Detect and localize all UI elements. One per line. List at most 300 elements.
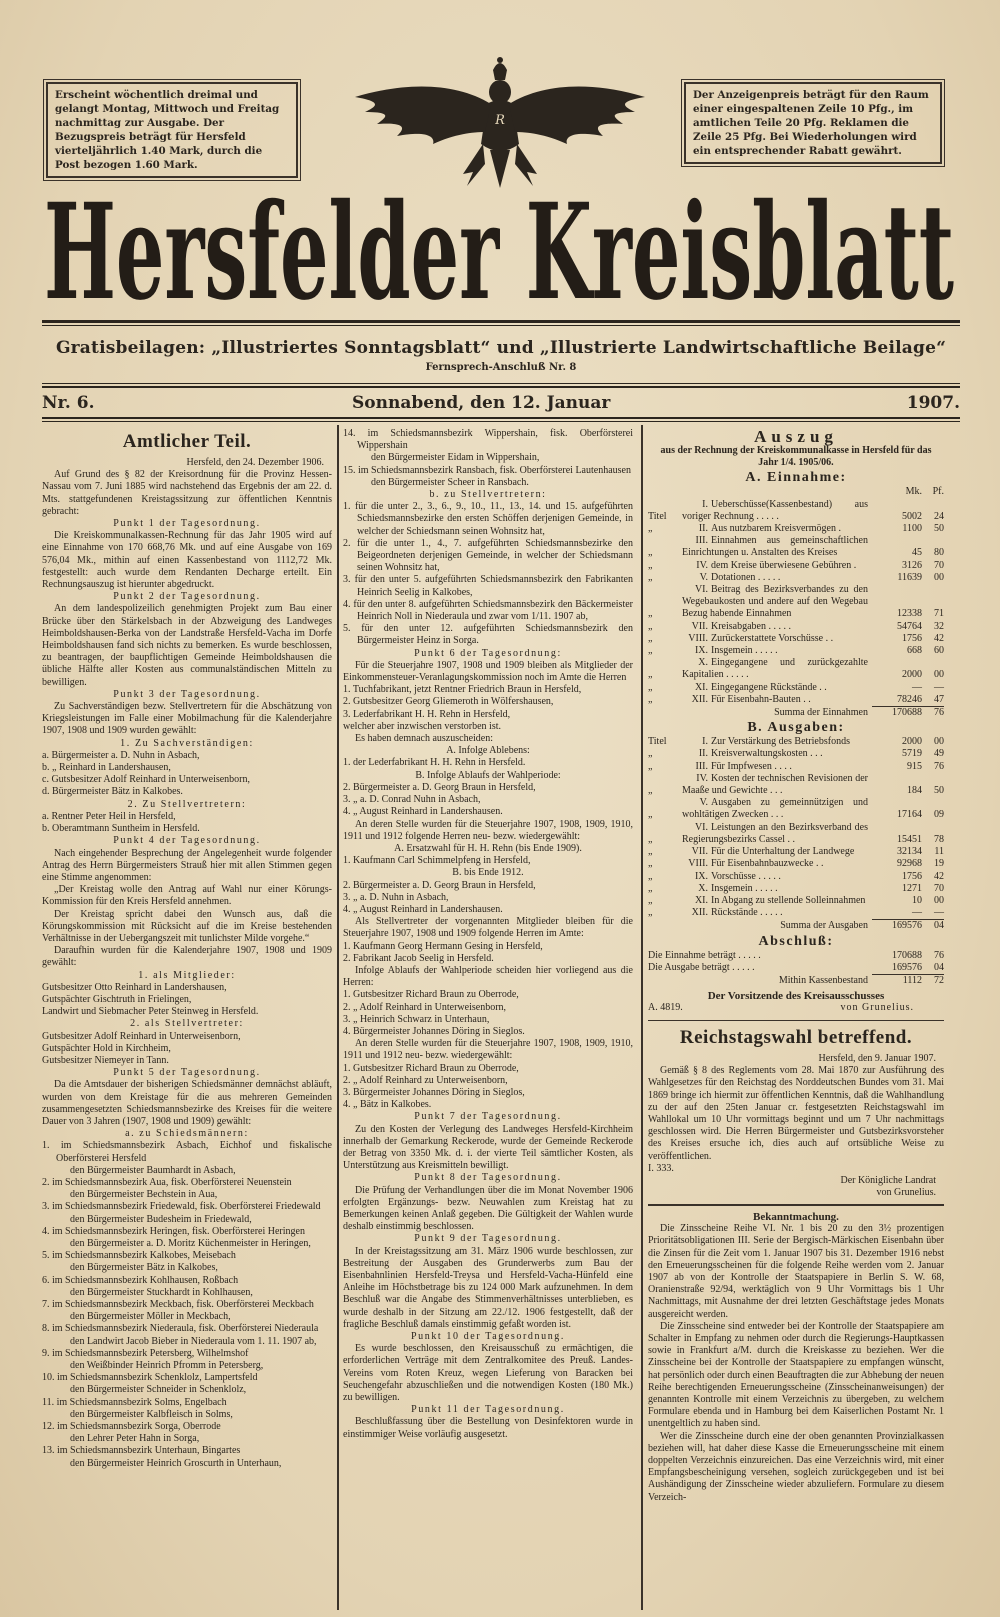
phone-number: Fernsprech-Anschluß Nr. 8 <box>425 362 577 373</box>
title-mark: „ <box>648 833 653 845</box>
account-title: Auszug <box>754 427 838 446</box>
account-row <box>648 584 944 621</box>
agenda-point: 2. Zu Stellvertretern: <box>127 798 247 810</box>
account-row <box>648 748 944 760</box>
paragraph: Da die Amtsdauer der bisherigen Schiedsmänner demnächst abläuft, wurden von dem Kreistage für die aus mehreren Gemeinden zusammengesetzten Schiedsmannsbezirke des Kreises für die weitere Dauer von 3 Jahren (1907, 1908 und 1909) gewählt: <box>42 1079 332 1127</box>
list-item: 2. Bürgermeister a. D. Georg Braun in Hersfeld, <box>343 781 536 793</box>
list-item: 2. im Schiedsmannsbezirk Aua, fisk. Oberförsterei Neuenstein <box>42 1176 292 1188</box>
amount-pf: 00 <box>934 571 944 583</box>
account-label <box>682 633 872 645</box>
account-label <box>682 846 872 858</box>
list-item: Gutsbesitzer Otto Reinhard in Landershausen, <box>42 981 227 993</box>
sum-mk: 170688 <box>872 706 922 719</box>
label-text: Ueberschüsse(Kassenbestand) aus voriger Rechnung . . . . . <box>682 498 868 522</box>
income-heading: A. Einnahme: <box>745 470 847 486</box>
account-row <box>648 572 944 584</box>
roman-numeral: VII. <box>691 620 708 632</box>
amount-pf: 00 <box>934 894 944 906</box>
title-mark: „ <box>648 894 653 906</box>
amount-mk: 32134 <box>897 846 922 858</box>
amount-mk: 15451 <box>897 833 922 845</box>
list-item: Gutsbesitzer Niemeyer in Tann. <box>42 1054 169 1066</box>
amount-pf: 11 <box>934 846 944 858</box>
list-item: 5. für den unter 12. aufgeführten Schiedsmannsbezirk den Bürgermeister Heinz in Sorga. <box>343 623 633 647</box>
account-label <box>682 797 872 821</box>
account-label <box>682 871 872 883</box>
amount-pf: 76 <box>934 760 944 772</box>
agenda-point: Punkt 4 der Tagesordnung. <box>113 835 261 847</box>
amount-mk: 170688 <box>892 949 922 961</box>
amount-mk: 3126 <box>902 559 922 571</box>
paragraph: Gemäß § 8 des Reglements vom 28. Mai 1870 zur Ausführung des Wahlgesetzes für den Reichstag des Norddeutschen Bundes vom 31. Mai 1869 bringe ich hiermit zur öffentlichen Kenntnis, daß die Wahlhandlung zu der auf den 25ten Januar cr. festgesetzten Reichstagswahl im Wahllokal um 10 Uhr vormittags beginnt und um 7 Uhr nachmittags geschlossen wird. Die Herren Bürgermeister und Gutsbezirksvorsteher des Kreises ersuche ich, dies auch auf ortsübliche Weise zu veröffentlichen. <box>648 1065 944 1162</box>
account-row <box>648 499 944 523</box>
account-label <box>682 895 872 907</box>
list-item: 11. im Schiedsmannsbezirk Solms, Engelbach <box>42 1396 227 1408</box>
balance-pf: 72 <box>922 974 944 987</box>
advertising-rates-box: Der Anzeigenpreis beträgt für den Raum einer eingespaltenen Zeile 10 Pfg., im amtlichen Teile 20 Pfg. Reklamen die Zeile 25 Pfg. Bei Wiederholungen wird ein entsprechender Rabatt gewährt. <box>684 82 942 164</box>
divider <box>42 383 960 384</box>
agenda-point: Punkt 2 der Tagesordnung. <box>113 591 261 603</box>
balance-mk: 1112 <box>872 974 922 987</box>
list-item-detail: den Bürgermeister Scheer in Ransbach. <box>371 476 529 488</box>
paragraph: Beschlußfassung über die Bestellung von Desinfektoren wurde in einstimmiger Weise vorläufig ausgesetzt. <box>343 1416 633 1440</box>
signer-title: Der Vorsitzende des Kreisausschusses <box>707 990 885 1003</box>
amount-pf: 70 <box>934 559 944 571</box>
roman-numeral: XII. <box>691 693 708 705</box>
sum-label: Summa der Einnahmen <box>774 707 868 719</box>
income-sum-row <box>648 706 944 719</box>
paragraph: Auf Grund des § 82 der Kreisordnung für die Provinz Hessen-Nassau vom 7. Juni 1885 wird nachstehend das Ergebnis der am 22. d. Mts. stattgefundenen Kreistagssitzung zur öffentlichen Kenntnis gebracht: <box>42 469 332 517</box>
title-mark: „ <box>648 632 653 644</box>
paragraph: Für die Steuerjahre 1907, 1908 und 1909 bleiben als Mitglieder der Einkommensteuer-Veranlagungskommission noch im Amte die Herren <box>343 659 633 684</box>
amount-pf: 80 <box>934 547 944 559</box>
roman-numeral: VI. <box>694 821 708 833</box>
title-mark: „ <box>648 559 653 571</box>
col-mk: Mk. <box>905 486 922 498</box>
svg-text:R: R <box>495 113 505 128</box>
dateline: Hersfeld, den 9. Januar 1907. <box>818 1053 936 1065</box>
amount-mk: 54764 <box>897 620 922 632</box>
list-item: welcher aber inzwischen verstorben ist. <box>343 720 501 732</box>
svg-text:Hersfelder Kreisblatt: Hersfelder Kreisblatt <box>44 180 955 315</box>
issue-date: Sonnabend, den 12. Januar <box>352 393 611 413</box>
list-item: 5. im Schiedsmannsbezirk Kalkobes, Meisebach <box>42 1250 236 1262</box>
agenda-point: 1. als Mitglieder: <box>138 969 236 981</box>
account-row <box>648 962 944 974</box>
column-divider <box>337 425 339 1610</box>
title-mark: „ <box>648 846 653 858</box>
amount-pf: 47 <box>934 693 944 705</box>
title-mark: „ <box>648 882 653 894</box>
list-item-detail: den Bürgermeister Budesheim in Friedewald, <box>70 1213 252 1225</box>
notice-heading: Bekanntmachung. <box>753 1210 839 1223</box>
label-text: Beitrag des Bezirksverbandes zu den Wegebaukosten und andere auf den Wegebau Bezug habende Einnahmen <box>682 584 868 620</box>
list-item: 3. „ a. D. Nuhn in Asbach, <box>343 891 449 903</box>
roman-numeral: II. <box>698 748 708 760</box>
list-item: 4. Bürgermeister Johannes Döring in Sieglos. <box>343 1025 525 1037</box>
label-text: Eingegangene Rückstände . . <box>711 681 827 693</box>
account-label <box>682 773 872 797</box>
label-text: Zurückerstattete Vorschüsse . . <box>711 632 834 644</box>
title-mark: „ <box>648 907 653 919</box>
title-mark: Titel <box>648 510 667 522</box>
label-text: Leistungen an den Bezirksverband des Regierungsbezirks Cassel . . <box>682 821 868 845</box>
list-item-detail: den Bürgermeister Stuckhardt in Kohlhausen, <box>70 1286 253 1298</box>
issue-line <box>42 393 960 415</box>
title-mark: „ <box>648 669 653 681</box>
label-text: Insgemein . . . . . <box>711 645 778 657</box>
roman-numeral: IV. <box>696 772 708 784</box>
account-subtitle: aus der Rechnung der Kreiskommunalkasse in Hersfeld für das Jahr 1/4. 1905/06. <box>660 445 932 469</box>
divider <box>42 421 960 422</box>
list-item: 1. Kaufmann Carl Schimmelpfeng in Hersfeld, <box>343 855 531 867</box>
account-label <box>682 657 872 681</box>
list-item-detail: den Landwirt Jacob Bieber in Niederaula vom 1. 11. 1907 ab, <box>70 1335 317 1347</box>
roman-numeral: VI. <box>694 584 708 596</box>
label-text: dem Kreise überwiesene Gebühren . <box>711 559 857 571</box>
account-label <box>682 560 872 572</box>
amount-pf: 32 <box>934 620 944 632</box>
account-label <box>682 682 872 694</box>
divider <box>42 325 960 326</box>
account-label <box>682 499 872 523</box>
list-item: 4. im Schiedsmannsbezirk Heringen, fisk. Oberförsterei Heringen <box>42 1225 305 1237</box>
dateline: von Grunelius. <box>876 1187 936 1199</box>
list-item: 2. Bürgermeister a. D. Georg Braun in Hersfeld, <box>343 879 536 891</box>
amount-pf: 09 <box>934 809 944 821</box>
list-item-detail: den Bürgermeister Bechstein in Aua, <box>70 1189 218 1201</box>
list-item-detail: den Bürgermeister Eidam in Wippershain, <box>371 452 540 464</box>
list-item: a. Bürgermeister a. D. Nuhn in Asbach, <box>42 749 200 761</box>
title-mark: „ <box>648 858 653 870</box>
amount-pf: — <box>934 907 944 919</box>
agenda-point: b. zu Stellvertretern: <box>429 489 547 501</box>
title-mark: „ <box>648 608 653 620</box>
account-label <box>648 962 872 974</box>
amount-pf: 42 <box>934 870 944 882</box>
issue-year: 1907. <box>906 393 960 413</box>
list-item: 14. im Schiedsmannsbezirk Wippershain, fisk. Oberförsterei Wippershain <box>343 428 633 452</box>
amount-pf: 70 <box>934 882 944 894</box>
account-label <box>682 535 872 559</box>
agenda-point: Punkt 8 der Tagesordnung. <box>414 1172 562 1184</box>
account-row <box>648 621 944 633</box>
amount-mk: 169576 <box>892 961 922 973</box>
list-item: 15. im Schiedsmannsbezirk Ransbach, fisk. Oberförsterei Lautenhausen <box>343 464 631 476</box>
list-item: 3. Bürgermeister Johannes Döring in Sieglos, <box>343 1086 525 1098</box>
paragraph: Der Kreistag spricht dabei den Wunsch aus, daß die Körungskommission mit Rücksicht auf die im Kreise bestehenden Verhältnisse in der Uebergangszeit mit tunlichster Milde vorgehe.“ <box>42 908 332 944</box>
amount-mk: 5002 <box>902 510 922 522</box>
amount-pf: 50 <box>934 523 944 535</box>
paragraph: Daraufhin wurden für die Kalenderjahre 1907, 1908 und 1909 gewählt: <box>42 945 332 969</box>
paragraph: Infolge Ablaufs der Wahlperiode scheiden hier vorliegend aus die Herren: <box>343 964 633 989</box>
amount-mk: 2000 <box>902 736 922 748</box>
paragraph: Die Zinsscheine sind entweder bei der Kontrolle der Staatspapiere am Schalter in Empfang zu nehmen oder durch die Regierungs-Hauptkassen sowie in Frankfurt a/M. durch die Kreiskasse zu beziehen. Wer die Zinsscheine bei der Kontrolle der Staatspapiere zu empfangen wünscht, hat persönlich oder durch einen Beauftragten die zur Abhebung der neuen Reihe berechtigenden Erneuerungsscheine (Zinsscheinanweisungen) der genannten Kontrolle mit einem Verzeichnis zu übergeben, zu welchem Formulare ebenda und in Hamburg bei dem Kaiserlichen Postamt Nr. 1 unentgeltlich zu haben sind. <box>648 1320 944 1430</box>
title-mark: „ <box>648 748 653 760</box>
account-row <box>648 535 944 559</box>
paragraph: Es haben demnach auszuscheiden: <box>355 733 494 745</box>
account-label <box>682 822 872 846</box>
supplements-subtitle: Gratisbeilagen: „Illustriertes Sonntagsblatt“ und „Illustrierte Landwirtschaftliche Beilage“ <box>55 338 947 358</box>
reference-number: A. 4819. <box>648 1002 683 1014</box>
expense-table <box>648 736 944 919</box>
col-pf: Pf. <box>932 486 944 498</box>
list-item: 1. Gutsbesitzer Richard Braun zu Oberrode, <box>343 1062 519 1074</box>
divider <box>42 386 960 388</box>
amount-pf: 76 <box>934 949 944 961</box>
roman-numeral: XI. <box>694 681 708 693</box>
account-row <box>648 761 944 773</box>
subheading: A. Ersatzwahl für H. H. Rehn (bis Ende 1909). <box>394 842 582 854</box>
paragraph: Nach eingehender Besprechung der Angelegenheit wurde folgender Antrag des Herrn Bürgermeisters Strauß hier mit allen Stimmen gegen eine Stimme angenommen: <box>42 847 332 883</box>
column-1 <box>42 428 332 1470</box>
divider <box>648 1204 944 1206</box>
roman-numeral: I. <box>702 498 708 510</box>
roman-numeral: IV. <box>696 559 708 571</box>
account-row <box>648 633 944 645</box>
expense-heading: B. Ausgaben: <box>747 720 845 736</box>
label-text: Kreisabgaben . . . . . <box>711 620 791 632</box>
account-row <box>648 682 944 694</box>
roman-numeral: XII. <box>691 907 708 919</box>
account-label <box>682 883 872 895</box>
account-row <box>648 657 944 681</box>
agenda-point: Punkt 11 der Tagesordnung. <box>411 1404 565 1416</box>
list-item-detail: den Bürgermeister a. D. Moritz Küchenmeister in Heringen, <box>70 1238 311 1249</box>
list-item: 1. der Lederfabrikant H. H. Rehn in Hersfeld. <box>343 757 526 769</box>
roman-numeral: VII. <box>691 846 708 858</box>
list-item: 3. im Schiedsmannsbezirk Friedewald, fisk. Oberförsterei Friedewald <box>42 1201 321 1213</box>
amount-mk: 184 <box>907 785 922 797</box>
amount-pf: 04 <box>934 961 944 973</box>
amount-pf: 49 <box>934 748 944 760</box>
list-item: 6. im Schiedsmannsbezirk Kohlhausen, Roßbach <box>42 1274 239 1286</box>
column-2 <box>343 428 633 1441</box>
paragraph: Zu Sachverständigen bezw. Stellvertretern für die Abschätzung von Kriegsleistungen im Falle einer Mobilmachung für die Kalenderjahre 1907, 1908 und 1909 wurden gewählt: <box>42 701 332 737</box>
list-item: 2. Fabrikant Jacob Seelig in Hersfeld. <box>343 952 494 964</box>
account-label <box>648 950 872 962</box>
account-row <box>648 950 944 962</box>
amount-pf: — <box>934 681 944 693</box>
list-item: 7. im Schiedsmannsbezirk Meckbach, fisk. Oberförsterei Meckbach <box>42 1299 314 1311</box>
list-item: 2. für die unter 1., 4., 7. aufgeführten Schiedsmannsbezirke den Beigeordneten derjenigen Gemeinde, in welcher der Schiedsmann seinen Wohnsitz hat, <box>343 537 633 574</box>
list-item: 1. Tuchfabrikant, jetzt Rentner Friedrich Braun in Hersfeld, <box>343 684 582 696</box>
list-item-detail: den Bürgermeister Schneider in Schenklolz, <box>70 1384 247 1396</box>
roman-numeral: IX. <box>694 645 708 657</box>
account-label <box>682 858 872 870</box>
list-item-detail: den Bürgermeister Bätz in Kalkobes, <box>70 1262 218 1274</box>
account-label <box>682 645 872 657</box>
list-item-detail: den Bürgermeister Baumhardt in Asbach, <box>70 1164 236 1176</box>
label-text: Ausgaben zu gemeinnützigen und wohltätigen Zwecken . . . <box>682 797 868 821</box>
list-item: 4. „ Bätz in Kalkobes. <box>343 1099 432 1111</box>
label-text: In Abgang zu stellende Solleinnahmen <box>711 894 866 906</box>
account-label <box>682 584 872 621</box>
title-mark: Titel <box>648 736 667 748</box>
list-item: 10. im Schiedsmannsbezirk Schenklolz, Lampertsfeld <box>42 1372 258 1384</box>
dateline: Hersfeld, den 24. Dezember 1906. <box>186 457 324 468</box>
dateline: Der Königliche Landrat <box>840 1175 936 1187</box>
roman-numeral: X. <box>698 882 708 894</box>
amount-pf: 19 <box>934 858 944 870</box>
agenda-point: Punkt 10 der Tagesordnung. <box>410 1331 566 1343</box>
divider <box>648 1020 944 1022</box>
amount-pf: 60 <box>934 645 944 657</box>
sum-mk: 169576 <box>872 919 922 932</box>
label-text: Für Impfwesen . . . . <box>711 760 792 772</box>
agenda-point: Punkt 3 der Tagesordnung. <box>113 688 261 700</box>
agenda-point: Punkt 5 der Tagesordnung. <box>113 1067 261 1079</box>
account-row <box>648 560 944 572</box>
closing-heading: Abschluß: <box>758 933 834 949</box>
list-item: 1. Kaufmann Georg Hermann Gesing in Hersfeld, <box>343 940 543 952</box>
eagle-icon <box>355 52 645 192</box>
list-item: b. Oberamtmann Suntheim in Hersfeld. <box>42 823 200 835</box>
subscription-info-box: Erscheint wöchentlich dreimal und gelangt Montag, Mittwoch und Freitag nachmittag zur Ausgabe. Der Bezugspreis beträgt für Hersfeld vierteljährlich 1.40 Mark, durch die Post bezogen 1.60 Mark. <box>46 82 298 178</box>
amount-mk: 12338 <box>897 608 922 620</box>
section-heading: Reichstagswahl betreffend. <box>679 1027 913 1049</box>
label-text: Für Eisenbahnbauzwecke . . <box>711 858 824 870</box>
income-table <box>648 499 944 706</box>
account-label <box>682 736 872 748</box>
list-item: 2. „ Adolf Reinhard zu Unterweisenborn, <box>343 1074 508 1086</box>
list-item: 3. „ Heinrich Schwarz in Unterhaun, <box>343 1013 490 1025</box>
label-text: Kreisverwaltungskosten . . . <box>711 748 823 760</box>
paragraph: Die Prüfung der Verhandlungen über die im Monat November 1906 erfolgten Ergänzungs- bezw. Neuwahlen zum Kreistag hat zu Bemerkungen keinen Anlaß gegeben. Die Gültigkeit der Wahlen wurde deshalb einstimmig beschlossen. <box>343 1184 633 1233</box>
section-heading: Amtlicher Teil. <box>122 431 252 452</box>
agenda-point: 2. als Stellvertreter: <box>130 1018 244 1030</box>
list-item: 4. für den unter 8. aufgeführten Schiedsmannsbezirk den Bäckermeister Heinrich Noll in Niederaula und zwar vom 1/11. 1907 ab, <box>343 598 633 623</box>
list-item: 4. „ August Reinhard in Landershausen. <box>343 806 503 818</box>
title-mark: „ <box>648 785 653 797</box>
label-text: Aus nutzbarem Kreisvermögen . <box>711 523 841 535</box>
paragraph: Die Zinsscheine Reihe VI. Nr. 1 bis 20 zu den 3½ prozentigen Prioritätsobligationen III. Serie der Bergisch-Märkischen Eisenbahn über die Zinsen für die Zeit vom 1. Januar 1907 bis 31. Dezember 1916 nebst den Erneuerungsscheinen für die folgende Reihe werden vom 2. Januar 1907 ab von der Kontrolle der Staatspapiere in Berlin S. W. 68, Oranienstraße 92/94, werktäglich von 9 Uhr Vormittags bis 1 Uhr Nachmittags, mit Ausnahme der drei letzten Geschäftstage jedes Monats ausgereicht werden. <box>648 1223 944 1320</box>
account-label <box>682 907 872 919</box>
list-item: 1. Gutsbesitzer Richard Braun zu Oberrode, <box>343 989 519 1001</box>
roman-numeral: VIII. <box>688 632 708 644</box>
agenda-point: Punkt 6 der Tagesordnung: <box>414 647 562 659</box>
title-mark: „ <box>648 681 653 693</box>
account-row <box>648 871 944 883</box>
paragraph: In der Kreistagssitzung am 31. März 1906 wurde beschlossen, zur Bestreitung der Ausgaben des Grunderwerbs zum Bau der Eisenbahnlinien Hersfeld-Treysa und Hersfeld-Vacha-Hünfeld eine Anleihe im Höchstbetrage bis zu 124 000 Mark aufzunehmen. In dem Beschluß war die Angabe des Stimmenverhältnisses unterblieben, es wurde deshalb in der Sitzung am 22./12. 1906 festgestellt, daß der fragliche Beschluß damals einstimmig gefaßt worden ist. <box>343 1245 633 1330</box>
label-text: Für Eisenbahn-Bauten . . <box>711 693 811 705</box>
title-mark: „ <box>648 870 653 882</box>
account-row <box>648 736 944 748</box>
list-item: 1. im Schiedsmannsbezirk Asbach, Eichhof und fiskalische Oberförsterei Hersfeld <box>42 1140 332 1164</box>
account-label <box>682 761 872 773</box>
list-item: 2. Gutsbesitzer Georg Gliemeroth in Wölfershausen, <box>343 696 554 708</box>
account-row <box>648 846 944 858</box>
title-mark: „ <box>648 547 653 559</box>
list-item: c. Gutsbesitzer Adolf Reinhard in Unterweisenborn, <box>42 774 251 786</box>
subheading: A. Infolge Ablebens: <box>446 745 530 757</box>
list-item: 1. für die unter 2., 3., 6., 9., 10., 11., 13., 14. und 15. aufgeführten Schiedsmannsbezirke den ersten Schöffen derjenigen Gemeinde, in welcher der Schiedsmann seinen Wohnsitz hat, <box>343 501 633 537</box>
account-label <box>682 523 872 535</box>
label-text: Die Ausgabe beträgt . . . . . <box>648 961 755 973</box>
amount-pf: 00 <box>934 669 944 681</box>
newspaper-title <box>40 180 960 315</box>
account-row <box>648 822 944 846</box>
roman-numeral: III. <box>695 760 708 772</box>
amount-mk: 1756 <box>902 632 922 644</box>
balance-label: Mithin Kassenbestand <box>778 974 868 986</box>
list-item: 3. Lederfabrikant H. H. Rehn in Hersfeld, <box>343 708 511 720</box>
list-item: 9. im Schiedsmannsbezirk Petersberg, Wilhelmshof <box>42 1347 249 1359</box>
list-item: 3. „ a. D. Conrad Nuhn in Asbach, <box>343 794 481 806</box>
account-row <box>648 895 944 907</box>
issue-number: Nr. 6. <box>42 393 95 413</box>
amount-pf: 42 <box>934 632 944 644</box>
sum-pf: 04 <box>922 919 944 932</box>
paragraph: An dem landespolizeilich genehmigten Projekt zum Bau einer Brücke über den Stärkelsbach in der Abzweigung des Landweges Heimboldshausen-Berka von der Landstraße Hersfeld-Vacha im Dorfe Heimboldshausen fand sich nichts zu bemerken. Es wurde beschlossen, zu beantragen, der baupflichtigen Gemeinde Heimboldshausen die übliche Hälfte aller Kosten aus communalständischen Mitteln zu bewilligen. <box>42 603 332 688</box>
label-text: Insgemein . . . . . <box>711 882 778 894</box>
roman-numeral: XI. <box>694 894 708 906</box>
roman-numeral: II. <box>698 523 708 535</box>
amount-mk: 10 <box>912 894 922 906</box>
column-3 <box>648 428 944 1504</box>
title-mark: „ <box>648 523 653 535</box>
list-item: a. Rentner Peter Heil in Hersfeld, <box>42 810 176 822</box>
balance-row <box>648 974 944 987</box>
title-mark: „ <box>648 620 653 632</box>
list-item-detail: den Bürgermeister Kalbfleisch in Solms, <box>70 1408 233 1420</box>
label-text: Für die Unterhaltung der Landwege <box>711 846 855 858</box>
account-row <box>648 645 944 657</box>
title-mark: „ <box>648 693 653 705</box>
account-row <box>648 694 944 706</box>
list-item: I. 333. <box>648 1162 674 1174</box>
amount-mk: 78246 <box>897 693 922 705</box>
agenda-point: Punkt 7 der Tagesordnung. <box>414 1111 562 1123</box>
list-item: 3. für den unter 5. aufgeführten Schiedsmannsbezirk den Fabrikanten Heinrich Seelig in Kalkobes, <box>343 574 633 598</box>
amount-mk: — <box>912 907 922 919</box>
label-text: Einnahmen aus gemeinschaftlichen Einrichtungen u. Anstalten des Kreises <box>682 535 868 559</box>
title-mark: „ <box>648 760 653 772</box>
amount-mk: 5719 <box>902 748 922 760</box>
account-row <box>648 797 944 821</box>
account-row <box>648 907 944 919</box>
label-text: Kosten der technischen Revisionen der Maaße und Gewichte . . . <box>682 772 868 797</box>
paragraph: An deren Stelle wurden für die Steuerjahre 1907, 1908, 1909, 1910, 1911 und 1912 folgende Herren neu- bezw. wiedergewählt: <box>343 818 633 842</box>
title-mark: „ <box>648 645 653 657</box>
sum-label: Summa der Ausgaben <box>780 920 868 932</box>
paragraph: Wer die Zinsscheine durch eine der oben genannten Provinzialkassen beziehen will, hat daher diese Kasse die Erneuerungsscheine mit einem doppelten Verzeichnis einzureichen. Das eine Verzeichnis wird, mit einer Empfangsbescheinigung versehen, sogleich zurückgegeben und ist bei Aushändigung der Zinsscheine wieder abzuliefern. Formulare zu diesem Verzeich- <box>648 1430 944 1503</box>
paragraph: An deren Stelle wurden für die Steuerjahre 1907, 1908, 1909, 1910, 1911 und 1912 neu- bezw. wiedergewählt: <box>343 1038 633 1062</box>
amount-mk: 1756 <box>902 870 922 882</box>
amount-mk: 2000 <box>902 669 922 681</box>
subheading: B. Infolge Ablaufs der Wahlperiode: <box>415 769 561 781</box>
list-item: d. Bürgermeister Bätz in Kalkobes. <box>42 786 183 798</box>
account-row <box>648 523 944 535</box>
agenda-point: 1. Zu Sachverständigen: <box>120 737 254 749</box>
list-item-detail: den Bürgermeister Heinrich Groscurth in Unterhaun, <box>70 1457 282 1469</box>
list-item-detail: den Lehrer Peter Hahn in Sorga, <box>70 1433 200 1445</box>
amount-pf: 24 <box>934 510 944 522</box>
roman-numeral: III. <box>695 535 708 547</box>
amount-pf: 78 <box>934 833 944 845</box>
list-item: 2. „ Adolf Reinhard in Unterweisenborn, <box>343 1001 507 1013</box>
account-label <box>682 621 872 633</box>
list-item-detail: den Weißbinder Heinrich Pfromm in Petersberg, <box>70 1360 264 1372</box>
label-text: Dotationen . . . . . <box>711 571 781 583</box>
label-text: Die Einnahme beträgt . . . . . <box>648 949 761 961</box>
title-mark: „ <box>648 571 653 583</box>
label-text: Rückstände . . . . . <box>711 907 783 919</box>
label-text: Vorschüsse . . . . . <box>711 870 781 882</box>
account-label <box>682 694 872 706</box>
agenda-point: a. zu Schiedsmännern: <box>125 1128 249 1140</box>
paragraph: Als Stellvertreter der vorgenannten Mitglieder bleiben für die Steuerjahre 1907, 1908 und 1909 folgende Herren im Amte: <box>343 916 633 940</box>
